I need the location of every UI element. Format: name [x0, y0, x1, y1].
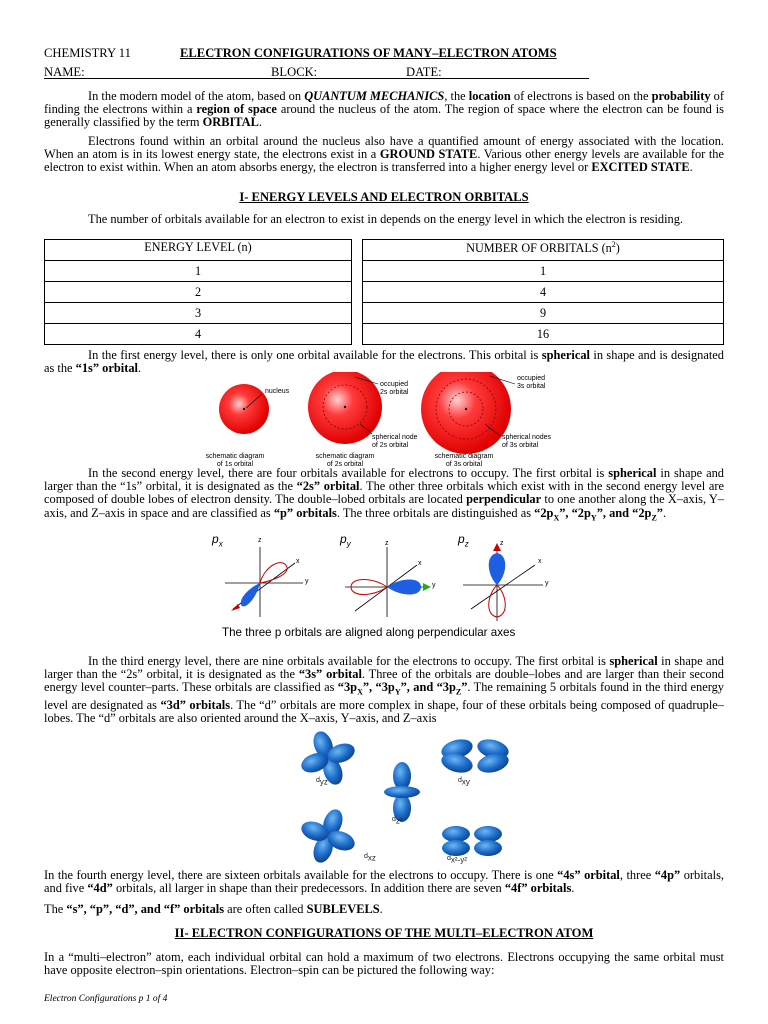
dx2-y2-orbital	[442, 826, 502, 856]
table-header-energy-level: ENERGY LEVEL (n)	[45, 240, 352, 261]
section-2-paragraph: In a “multi–electron” atom, each individual orbital can hold a maximum of two electrons. Electrons occupying the same orbital must have opposite electron–spin orientations. Electron–spin can be pictured the following way:	[44, 950, 724, 978]
dxy-label: $d_{xy}$	[458, 777, 470, 787]
table-row: 4 16	[45, 324, 724, 345]
block-label: BLOCK:	[271, 65, 318, 79]
px-x-axis-label: x	[296, 558, 300, 565]
dxy-orbital	[439, 736, 511, 776]
px-z-axis-label: z	[258, 537, 262, 544]
header-underline	[44, 78, 589, 79]
intro-paragraph-2: Electrons found within an orbital around the nucleus also have a quantified amount of energy associated with the location. When an atom is in its lowest energy state, the electrons exist in a GROUND STATE. Various other energy levels are available for the electron to exist within. When an atom absorbs energy, the electron is transferred into a higher energy level or EXCITED STATE.	[44, 134, 724, 175]
date-label: DATE:	[406, 65, 442, 79]
page-footer: Electron Configurations p 1 of 4	[44, 994, 168, 1004]
section-1-lead: The number of orbitals available for an electron to exist in depends on the energy level in which the electron is residing.	[88, 212, 684, 226]
dyz-orbital	[292, 728, 364, 794]
node-3s-label: spherical nodes of 3s orbital	[502, 434, 552, 449]
p-orbitals-figure	[205, 535, 565, 625]
py-orbital-diagram	[345, 547, 431, 617]
course-label: CHEMISTRY 11	[44, 46, 131, 60]
dz2-label: $d_{z^2}$	[392, 816, 403, 826]
table-row: 3 9	[45, 303, 724, 324]
occupied-3s-label: occupied 3s orbital	[517, 375, 546, 390]
px-label: $p_x$	[212, 532, 223, 549]
fourth-level-paragraph: In the fourth energy level, there are sixteen orbitals available for the electrons to occupy. There is one “4s” orbital, three “4p” orbitals, and five “4d” orbitals, all larger in shape than their predecessors. In addition there are seven “4f” orbitals.	[44, 868, 724, 896]
px-y-axis-label: y	[305, 578, 309, 585]
second-level-paragraph: In the second energy level, there are four orbitals available for electrons to occupy. The first orbital is spherical in shape and larger than the “1s” orbital, it is designated as the “2s” orbital. The other three orbitals which exist with in the second energy level are composed of double lobes of electron density. The double–lobed orbitals are located perpendicular to one another along the X–axis, Y–axis, and Z–axis in space and are classified as “p” orbitals. The three orbitals are distinguished as “$2p_X$”, “$2p_Y$”, and “$2p_Z$”.	[44, 466, 724, 523]
dxz-label: $d_{xz}$	[364, 853, 376, 863]
nucleus-label: nucleus	[265, 388, 290, 395]
d-orbitals-figure	[290, 728, 530, 868]
pz-label: $p_z$	[458, 532, 469, 549]
3s-orbital-sphere	[421, 372, 511, 454]
page-title: ELECTRON CONFIGURATIONS OF MANY–ELECTRON ATOMS	[180, 46, 557, 60]
px-orbital-diagram	[225, 547, 303, 617]
py-x-axis-label: x	[418, 560, 422, 567]
energy-level-table	[44, 239, 724, 345]
pz-x-axis-label: x	[538, 558, 542, 565]
dx2-y2-label: $d_{x^2-y^2}$	[447, 855, 467, 865]
table-gap	[352, 240, 363, 261]
py-y-axis-label: y	[432, 582, 436, 589]
dz2-orbital	[384, 762, 420, 822]
1s-nucleus-dot	[243, 408, 245, 410]
caption-1s: schematic diagram of 1s orbital	[205, 453, 265, 468]
name-label: NAME:	[44, 65, 85, 79]
py-z-axis-label: z	[385, 540, 389, 547]
caption-2s: schematic diagram of 2s orbital	[315, 453, 375, 468]
pz-y-axis-label: y	[545, 580, 549, 587]
occupied-2s-label: occupied 2s orbital	[380, 381, 409, 396]
node-2s-label: spherical node of 2s orbital	[372, 434, 418, 449]
dxz-orbital	[292, 800, 364, 868]
sublevels-paragraph: The “s”, “p”, “d”, and “f” orbitals are often called SUBLEVELS.	[44, 902, 383, 916]
dyz-label: $d_{yz}$	[316, 777, 328, 787]
table-header-orbitals: NUMBER OF ORBITALS $(n^2)$	[363, 240, 724, 261]
pz-orbital-diagram	[463, 543, 543, 621]
table-row: 2 4	[45, 282, 724, 303]
caption-3s: schematic diagram of 3s orbital	[434, 453, 494, 468]
table-row: 1 1	[45, 261, 724, 282]
third-level-paragraph: In the third energy level, there are nine orbitals available for the electrons to occupy. The first orbital is spherical in shape and larger than the “2s” orbital, it is designated as the “3s” orbital. Three of the orbitals are double–lobes and are larger than their second energy level counter–parts. These orbitals are classified as “$3p_X$”, “$3p_Y$”, and “$3p_Z$”. The remaining 5 orbitals found in the third energy level are designated as “3d” orbitals. The “d” orbitals are more complex in shape, four of these orbitals being composed of quadruple–lobes. The “d” orbitals are also oriented around the X–axis, Y–axis, and Z–axis	[44, 654, 725, 726]
py-label: $p_y$	[340, 532, 351, 549]
section-1-title: I- ENERGY LEVELS AND ELECTRON ORBITALS	[239, 190, 529, 204]
first-level-paragraph: In the first energy level, there is only one orbital available for the electrons. This orbital is spherical in shape and is designated as the “1s” orbital.	[44, 348, 724, 376]
section-2-title: II- ELECTRON CONFIGURATIONS OF THE MULTI–ELECTRON ATOM	[174, 926, 594, 940]
intro-paragraph-1: In the modern model of the atom, based on QUANTUM MECHANICS, the location of electrons is based on the probability of finding the electrons within a region of space around the nucleus of the atom. The region of space where the electron can be found is generally classified by the term ORBITAL.	[44, 89, 725, 130]
p-orbitals-caption: The three p orbitals are aligned along perpendicular axes	[222, 626, 516, 639]
table-header-row	[45, 240, 724, 261]
pz-z-axis-label: z	[500, 540, 504, 547]
